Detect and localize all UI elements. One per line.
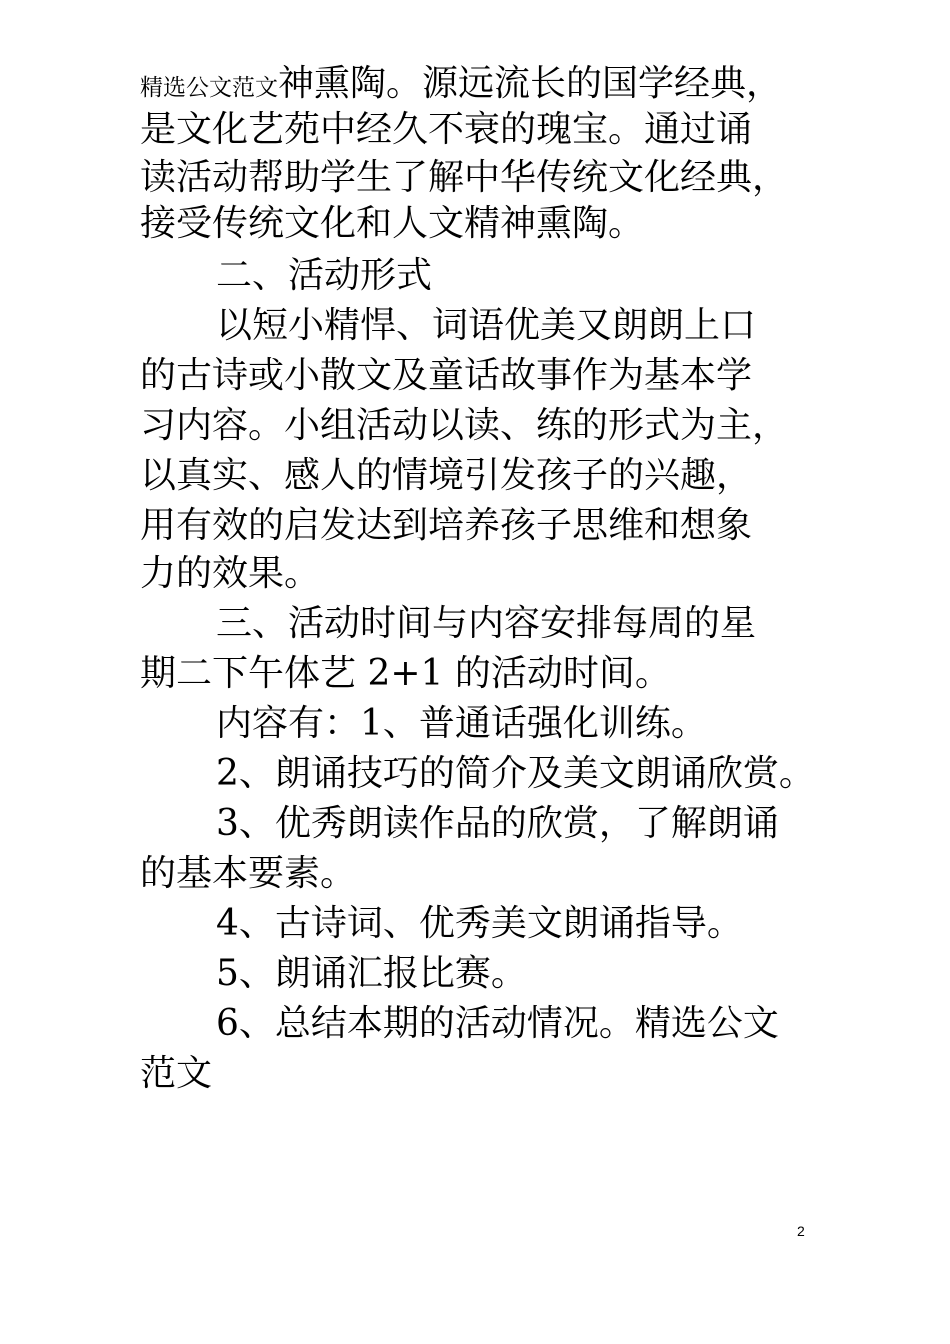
paragraph-line: 期二下午体艺 2+1 的活动时间。 [140, 653, 671, 694]
paragraph-line: 力的效果。 [140, 553, 321, 594]
paragraph-line: 以真实、感人的情境引发孩子的兴趣， [140, 455, 753, 496]
paragraph-line: 范文 [140, 1053, 213, 1094]
paragraph-line: 接受传统文化和人文精神熏陶。 [140, 203, 645, 244]
list-item: 4、古诗词、优秀美文朗诵指导。 [216, 903, 743, 944]
paragraph-line: 精选公文范文神熏陶。源远流长的国学经典， [140, 63, 783, 104]
list-item: 内容有：1、普通话强化训练。 [216, 703, 707, 744]
paragraph-line: 的基本要素。 [140, 853, 357, 894]
paragraph-line: 以短小精悍、词语优美又朗朗上口 [216, 305, 757, 346]
paragraph-line: 用有效的启发达到培养孩子思维和想象 [140, 505, 753, 546]
section-heading: 二、活动形式 [216, 255, 433, 296]
header-label: 精选公文范文 [140, 75, 278, 101]
paragraph-line: 读活动帮助学生了解中华传统文化经典， [140, 157, 789, 198]
page-number: 2 [797, 1223, 805, 1239]
paragraph-line: 的古诗或小散文及童话故事作为基本学 [140, 355, 753, 396]
section-heading: 三、活动时间与内容安排每周的星 [216, 603, 757, 644]
paragraph-line: 习内容。小组活动以读、练的形式为主， [140, 405, 789, 446]
list-item: 3、优秀朗读作品的欣赏，了解朗诵 [216, 803, 779, 844]
paragraph-line: 是文化艺苑中经久不衰的瑰宝。通过诵 [140, 109, 753, 150]
list-item: 6、总结本期的活动情况。精选公文 [216, 1003, 779, 1044]
list-item: 5、朗诵汇报比赛。 [216, 953, 527, 994]
list-item: 2、朗诵技巧的简介及美文朗诵欣赏。 [216, 753, 815, 794]
